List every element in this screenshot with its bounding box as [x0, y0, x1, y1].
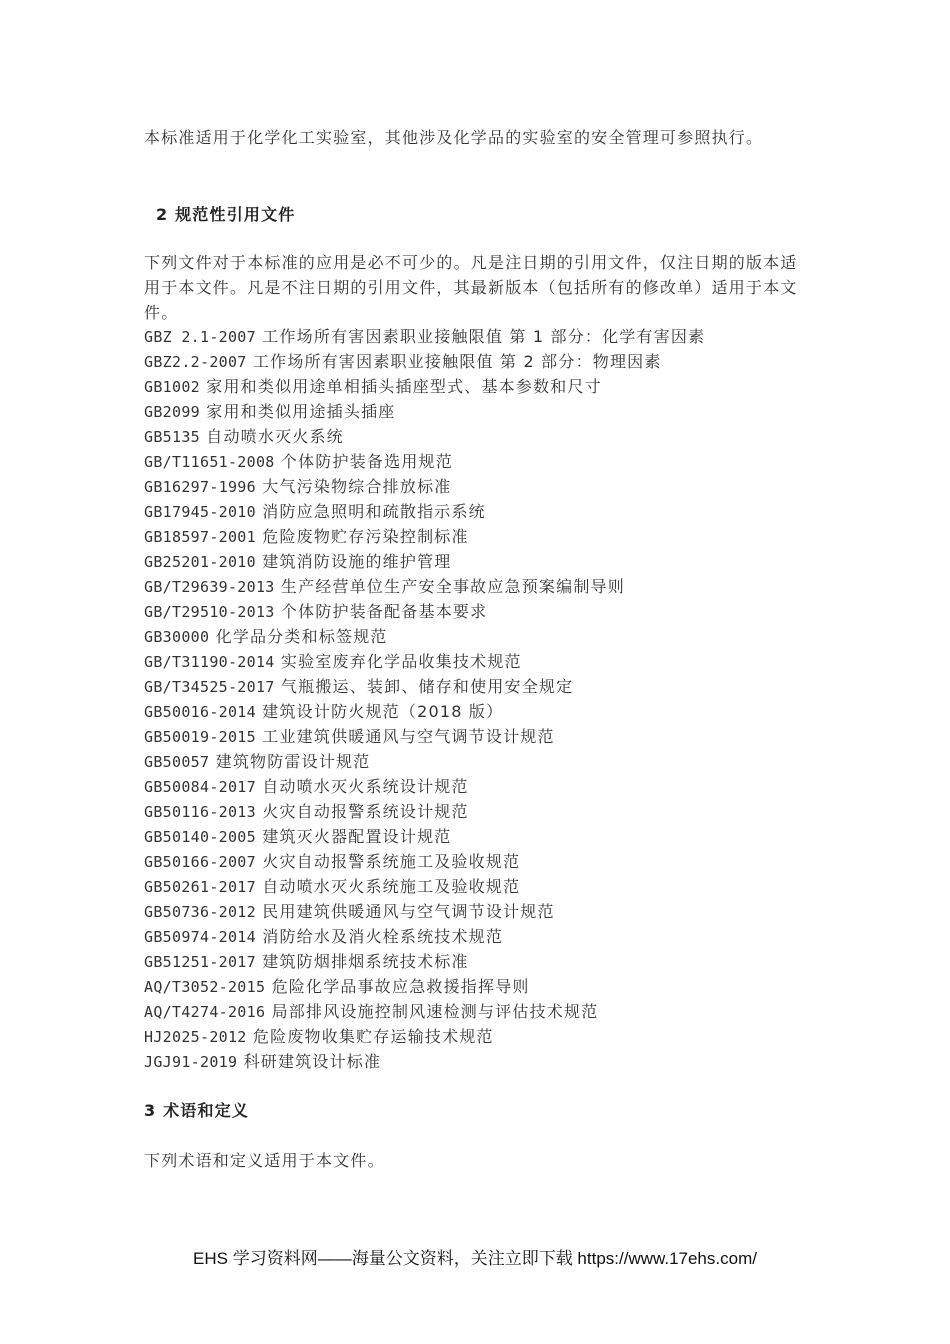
- reference-title: 自动喷水灭火系统: [200, 427, 344, 446]
- footer-text: EHS 学习资料网——海量公文资料，关注立即下载 https://www.17ehs.com/: [193, 1249, 757, 1268]
- section-3-intro: 下列术语和定义适用于本文件。: [144, 1151, 385, 1170]
- reference-title: 消防给水及消火栓系统技术规范: [255, 927, 504, 946]
- reference-code: GB18597-2001: [144, 528, 256, 546]
- reference-item: [144, 824, 824, 849]
- reference-list: [144, 324, 824, 1074]
- reference-item: [144, 724, 824, 749]
- reference-item: [144, 474, 824, 499]
- reference-title: 实验室废弃化学品收集技术规范: [274, 652, 522, 671]
- reference-code: GB50019-2015: [144, 728, 256, 746]
- reference-item: [144, 1024, 824, 1049]
- reference-code: GB50016-2014: [144, 703, 256, 721]
- reference-item: [144, 424, 824, 449]
- reference-code: GB5135: [144, 428, 200, 446]
- reference-title: 消防应急照明和疏散指示系统: [255, 502, 486, 521]
- reference-item: [144, 574, 824, 599]
- reference-code: GB51251-2017: [144, 953, 256, 971]
- reference-title: 自动喷水灭火系统施工及验收规范: [255, 877, 521, 896]
- reference-code: GB50084-2017: [144, 778, 256, 796]
- reference-code: GB/T11651-2008: [144, 453, 275, 471]
- reference-code: AQ/T3052-2015: [144, 978, 266, 996]
- reference-item: [144, 599, 824, 624]
- reference-item: [144, 949, 824, 974]
- reference-code: GB/T34525-2017: [144, 678, 275, 696]
- reference-item: [144, 399, 824, 424]
- reference-title: 局部排风设施控制风速检测与评估技术规范: [265, 1002, 599, 1021]
- reference-title: 建筑消防设施的维护管理: [255, 552, 452, 571]
- reference-title: 化学品分类和标签规范: [209, 627, 388, 646]
- reference-title: 个体防护装备选用规范: [274, 452, 453, 471]
- reference-code: GB50166-2007: [144, 853, 256, 871]
- reference-item: [144, 799, 824, 824]
- reference-title: 家用和类似用途单相插头插座型式、基本参数和尺寸: [200, 377, 602, 396]
- reference-item: [144, 549, 824, 574]
- reference-code: GB/T29639-2013: [144, 578, 275, 596]
- reference-code: GB25201-2010: [144, 553, 256, 571]
- reference-item: [144, 649, 824, 674]
- reference-code: GB16297-1996: [144, 478, 256, 496]
- reference-title: 工业建筑供暖通风与空气调节设计规范: [255, 727, 555, 746]
- reference-code: GB50736-2012: [144, 903, 256, 921]
- reference-item: [144, 674, 824, 699]
- reference-code: GBZ 2.1-2007: [144, 328, 256, 346]
- section-2-heading: 2 规范性引用文件: [156, 205, 296, 224]
- reference-code: GB50974-2014: [144, 928, 256, 946]
- reference-title: 火灾自动报警系统设计规范: [255, 802, 469, 821]
- reference-item: [144, 1049, 824, 1074]
- reference-title: 工作场所有害因素职业接触限值 第 1 部分：化学有害因素: [255, 327, 706, 346]
- section-2-intro: 下列文件对于本标准的应用是必不可少的。凡是注日期的引用文件，仅注日期的版本适用于本文件。凡是不注日期的引用文件，其最新版本（包括所有的修改单）适用于本文件。: [144, 253, 798, 322]
- reference-title: 自动喷水灭火系统设计规范: [255, 777, 469, 796]
- reference-code: JGJ91-2019: [144, 1053, 238, 1071]
- reference-code: AQ/T4274-2016: [144, 1003, 266, 1021]
- reference-code: GB17945-2010: [144, 503, 256, 521]
- reference-title: 气瓶搬运、装卸、储存和使用安全规定: [274, 677, 574, 696]
- reference-item: [144, 999, 824, 1024]
- reference-item: [144, 749, 824, 774]
- reference-title: 个体防护装备配备基本要求: [274, 602, 488, 621]
- reference-item: [144, 924, 824, 949]
- reference-title: 危险化学品事故应急救援指挥导则: [265, 977, 530, 996]
- reference-item: [144, 849, 824, 874]
- reference-code: GB/T31190-2014: [144, 653, 275, 671]
- reference-title: 科研建筑设计标准: [237, 1052, 382, 1071]
- reference-item: [144, 349, 824, 374]
- reference-title: 危险废物收集贮存运输技术规范: [246, 1027, 494, 1046]
- reference-item: [144, 324, 824, 349]
- reference-code: GB1002: [144, 378, 200, 396]
- reference-code: GB50057: [144, 753, 210, 771]
- reference-title: 大气污染物综合排放标准: [255, 477, 452, 496]
- reference-code: GB50140-2005: [144, 828, 256, 846]
- reference-item: [144, 874, 824, 899]
- reference-title: 危险废物贮存污染控制标准: [255, 527, 469, 546]
- reference-title: 建筑设计防火规范（2018 版）: [255, 702, 504, 721]
- reference-item: [144, 374, 824, 399]
- reference-item: [144, 974, 824, 999]
- reference-item: [144, 899, 824, 924]
- reference-title: 工作场所有害因素职业接触限值 第 2 部分：物理因素: [246, 352, 662, 371]
- reference-code: GB30000: [144, 628, 210, 646]
- reference-title: 建筑灭火器配置设计规范: [255, 827, 452, 846]
- reference-code: GB/T29510-2013: [144, 603, 275, 621]
- reference-code: GB50116-2013: [144, 803, 256, 821]
- reference-code: GBZ2.2-2007: [144, 353, 247, 371]
- reference-item: [144, 774, 824, 799]
- reference-title: 家用和类似用途插头插座: [200, 402, 396, 421]
- reference-title: 火灾自动报警系统施工及验收规范: [255, 852, 521, 871]
- reference-item: [144, 699, 824, 724]
- reference-code: HJ2025-2012: [144, 1028, 247, 1046]
- reference-title: 生产经营单位生产安全事故应急预案编制导则: [274, 577, 625, 596]
- reference-code: GB2099: [144, 403, 200, 421]
- reference-code: GB50261-2017: [144, 878, 256, 896]
- reference-item: [144, 499, 824, 524]
- reference-item: [144, 524, 824, 549]
- reference-item: [144, 449, 824, 474]
- reference-title: 民用建筑供暖通风与空气调节设计规范: [255, 902, 555, 921]
- reference-title: 建筑物防雷设计规范: [209, 752, 371, 771]
- reference-title: 建筑防烟排烟系统技术标准: [255, 952, 469, 971]
- intro-paragraph: 本标准适用于化学化工实验室，其他涉及化学品的实验室的安全管理可参照执行。: [144, 128, 764, 147]
- reference-item: [144, 624, 824, 649]
- section-3-heading: 3 术语和定义: [144, 1101, 250, 1120]
